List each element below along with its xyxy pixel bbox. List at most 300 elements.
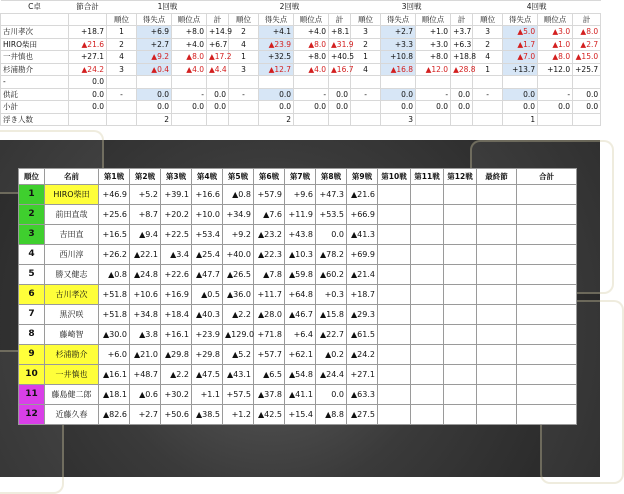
score-diff-cell: +4.1 <box>259 26 294 39</box>
game-score-cell: ▲0.8 <box>99 265 130 285</box>
game-score-cell <box>411 325 444 345</box>
game-score-cell <box>444 325 477 345</box>
game-score-cell <box>477 325 517 345</box>
standings-row <box>19 385 577 405</box>
game-score-cell: ▲3.8 <box>130 325 161 345</box>
rank-points-cell: +4.0 <box>172 38 207 51</box>
game-score-cell: ▲46.7 <box>285 305 316 325</box>
game-score-cell <box>477 245 517 265</box>
game-total-cell <box>329 76 351 89</box>
game-score-cell <box>378 385 411 405</box>
player-row <box>1 51 601 64</box>
game-score-cell <box>378 405 411 425</box>
rank-points-cell: 0.0 <box>172 101 207 114</box>
game-header: 2回戦 <box>229 1 351 14</box>
score-diff-cell: +32.5 <box>259 51 294 64</box>
score-diff-cell: ▲5.0 <box>503 26 538 39</box>
game-score-cell: ▲7.8 <box>254 265 285 285</box>
game-score-cell <box>378 285 411 305</box>
game-score-cell: ▲18.1 <box>99 385 130 405</box>
score-diff-cell: 2 <box>137 113 172 126</box>
rank-points-cell <box>416 76 451 89</box>
rank-cell: 5 <box>19 265 45 285</box>
subheader-cell: 得失点 <box>381 13 416 26</box>
rank-points-cell <box>294 113 329 126</box>
game-score-cell: +1.2 <box>223 405 254 425</box>
score-diff-cell: +13.7 <box>503 63 538 76</box>
score-diff-cell: ▲1.7 <box>503 38 538 51</box>
player-name: 前田直哉 <box>45 205 99 225</box>
game-total-cell: ▲4.4 <box>207 63 229 76</box>
player-row <box>1 88 601 101</box>
game-score-cell: +57.5 <box>223 385 254 405</box>
game-score-cell: ▲8.8 <box>316 405 347 425</box>
game-score-cell <box>517 185 577 205</box>
rank-cell <box>473 101 503 114</box>
game-score-cell: +53.4 <box>192 225 223 245</box>
game-total-cell <box>329 113 351 126</box>
game-score-cell: +6.0 <box>99 345 130 365</box>
score-diff-cell: +10.8 <box>381 51 416 64</box>
rank-cell <box>229 76 259 89</box>
rank-cell: 1 <box>351 51 381 64</box>
standings-panel <box>0 140 600 477</box>
player-row <box>1 76 601 89</box>
game-score-cell: +18.4 <box>161 305 192 325</box>
game-score-cell: ▲41.1 <box>285 385 316 405</box>
game-score-cell <box>444 205 477 225</box>
game-score-cell: ▲0.8 <box>223 185 254 205</box>
standings-header-row <box>19 169 577 185</box>
game-score-cell: ▲0.5 <box>192 285 223 305</box>
game-total-cell: 0.0 <box>329 101 351 114</box>
player-name: 勝又健志 <box>45 265 99 285</box>
subheader-cell: 順位点 <box>416 13 451 26</box>
rank-cell: 6 <box>19 285 45 305</box>
rank-points-cell <box>294 76 329 89</box>
game-score-cell: ▲26.5 <box>223 265 254 285</box>
game-score-cell <box>517 405 577 425</box>
game-score-cell: +16.1 <box>161 325 192 345</box>
player-name: 藤崎智 <box>45 325 99 345</box>
game-score-cell: ▲61.5 <box>347 325 378 345</box>
game-score-cell: +26.2 <box>99 245 130 265</box>
game-score-cell <box>378 185 411 205</box>
score-diff-cell: +2.7 <box>381 26 416 39</box>
player-row <box>1 101 601 114</box>
column-header: 第3戦 <box>161 169 192 185</box>
rank-cell: 4 <box>19 245 45 265</box>
game-score-cell: +15.4 <box>285 405 316 425</box>
rank-cell: 1 <box>229 51 259 64</box>
rank-cell: 1 <box>19 185 45 205</box>
game-score-cell: +8.7 <box>130 205 161 225</box>
game-score-cell: ▲54.8 <box>285 365 316 385</box>
game-score-cell: ▲22.3 <box>254 245 285 265</box>
game-total-cell: +18.8 <box>451 51 473 64</box>
column-header: 第10戦 <box>378 169 411 185</box>
game-score-cell: ▲40.3 <box>192 305 223 325</box>
score-diff-cell <box>381 76 416 89</box>
rank-points-cell <box>538 76 573 89</box>
game-score-cell: +11.7 <box>254 285 285 305</box>
game-score-cell: ▲60.2 <box>316 265 347 285</box>
subheader-cell: 得失点 <box>503 13 538 26</box>
standings-row <box>19 305 577 325</box>
rank-cell: 10 <box>19 365 45 385</box>
game-score-cell <box>411 225 444 245</box>
game-score-cell: 0.0 <box>316 385 347 405</box>
score-diff-cell: 0.0 <box>259 88 294 101</box>
rank-cell: - <box>351 88 381 101</box>
game-score-cell: ▲47.5 <box>192 365 223 385</box>
player-row <box>1 26 601 39</box>
rank-cell: - <box>107 88 137 101</box>
subheader-cell: 順位 <box>473 13 503 26</box>
rank-cell <box>351 101 381 114</box>
rank-cell <box>351 113 381 126</box>
game-header: 3回戦 <box>351 1 473 14</box>
game-score-cell <box>411 245 444 265</box>
game-score-cell <box>378 345 411 365</box>
score-diff-cell: 1 <box>503 113 538 126</box>
rank-points-cell <box>416 113 451 126</box>
subheader-cell: 計 <box>573 13 601 26</box>
rank-points-cell: ▲3.0 <box>538 26 573 39</box>
game-score-cell: ▲43.1 <box>223 365 254 385</box>
rank-cell <box>229 101 259 114</box>
game-score-cell: +23.9 <box>192 325 223 345</box>
rank-points-cell: - <box>294 88 329 101</box>
subheader-cell: 順位点 <box>172 13 207 26</box>
rank-points-cell: ▲4.0 <box>172 63 207 76</box>
game-total-cell: ▲31.9 <box>329 38 351 51</box>
game-score-cell: +10.0 <box>192 205 223 225</box>
rank-points-cell: ▲12.0 <box>416 63 451 76</box>
game-score-cell: ▲36.0 <box>223 285 254 305</box>
rank-cell: 2 <box>229 26 259 39</box>
score-diff-cell: 0.0 <box>503 101 538 114</box>
game-score-cell <box>477 265 517 285</box>
game-score-cell <box>378 325 411 345</box>
game-score-cell: +0.3 <box>316 285 347 305</box>
game-score-cell <box>378 265 411 285</box>
player-name: 杉浦勘介 <box>45 345 99 365</box>
game-score-cell: +9.2 <box>223 225 254 245</box>
player-name: - <box>1 76 69 89</box>
game-total-cell: +40.5 <box>329 51 351 64</box>
rank-cell <box>473 76 503 89</box>
game-total-cell: +6.7 <box>207 38 229 51</box>
rank-cell: 2 <box>19 205 45 225</box>
game-score-cell: +11.9 <box>285 205 316 225</box>
game-score-cell: +1.1 <box>192 385 223 405</box>
rank-points-cell: ▲8.0 <box>538 51 573 64</box>
rank-points-cell: +1.0 <box>416 26 451 39</box>
standings-row <box>19 205 577 225</box>
score-diff-cell: ▲7.0 <box>503 51 538 64</box>
game-score-cell <box>517 205 577 225</box>
game-header: 4回戦 <box>473 1 601 14</box>
game-score-cell <box>477 365 517 385</box>
game-total-cell <box>207 113 229 126</box>
rank-points-cell: - <box>172 88 207 101</box>
game-score-cell <box>477 185 517 205</box>
game-score-cell: +18.7 <box>347 285 378 305</box>
game-score-cell: ▲24.4 <box>316 365 347 385</box>
section-total: 0.0 <box>69 76 107 89</box>
game-score-cell: +62.1 <box>285 345 316 365</box>
column-header: 最終節 <box>477 169 517 185</box>
rank-cell <box>351 76 381 89</box>
score-diff-cell: ▲23.9 <box>259 38 294 51</box>
rank-cell <box>107 76 137 89</box>
rank-points-cell: 0.0 <box>294 101 329 114</box>
rank-cell: - <box>229 88 259 101</box>
rank-cell <box>473 113 503 126</box>
game-score-cell <box>411 205 444 225</box>
subheader-cell: 順位 <box>351 13 381 26</box>
game-score-cell: +34.8 <box>130 305 161 325</box>
game-score-cell <box>444 405 477 425</box>
score-diff-cell <box>259 76 294 89</box>
game-score-cell <box>411 385 444 405</box>
rank-cell: 4 <box>229 38 259 51</box>
game-score-cell: +51.8 <box>99 305 130 325</box>
player-name: 浮き人数 <box>1 113 69 126</box>
game-score-cell <box>477 305 517 325</box>
game-score-cell: ▲25.4 <box>192 245 223 265</box>
player-name: 供託 <box>1 88 69 101</box>
rank-cell: 3 <box>19 225 45 245</box>
game-score-cell: ▲29.8 <box>161 345 192 365</box>
game-score-cell: ▲38.5 <box>192 405 223 425</box>
game-score-cell: ▲2.2 <box>223 305 254 325</box>
game-score-cell <box>517 345 577 365</box>
column-header: 第1戦 <box>99 169 130 185</box>
game-score-cell: ▲63.3 <box>347 385 378 405</box>
column-header: 第9戦 <box>347 169 378 185</box>
game-total-cell: +3.7 <box>451 26 473 39</box>
game-score-cell <box>378 365 411 385</box>
section-total: +18.7 <box>69 26 107 39</box>
rank-cell: 7 <box>19 305 45 325</box>
game-total-cell: 0.0 <box>451 101 473 114</box>
game-score-cell: ▲129.0 <box>223 325 254 345</box>
score-diff-cell: 0.0 <box>503 88 538 101</box>
subheader-cell: 得失点 <box>259 13 294 26</box>
game-score-cell <box>444 265 477 285</box>
section-total: 0.0 <box>69 88 107 101</box>
game-score-cell: +48.7 <box>130 365 161 385</box>
game-score-cell: ▲21.0 <box>130 345 161 365</box>
game-score-cell: ▲22.7 <box>316 325 347 345</box>
score-diff-cell: 0.0 <box>381 101 416 114</box>
game-score-cell <box>517 285 577 305</box>
score-diff-cell: ▲16.8 <box>381 63 416 76</box>
subheader-cell: 順位点 <box>538 13 573 26</box>
standings-row <box>19 185 577 205</box>
game-score-cell: +53.5 <box>316 205 347 225</box>
rank-cell: 1 <box>107 26 137 39</box>
game-results-table <box>0 0 601 126</box>
game-score-cell <box>517 305 577 325</box>
game-score-cell: ▲23.2 <box>254 225 285 245</box>
rank-points-cell: +8.0 <box>294 51 329 64</box>
subheader-cell: 順位 <box>229 13 259 26</box>
game-score-cell: ▲29.3 <box>347 305 378 325</box>
game-score-cell: +10.6 <box>130 285 161 305</box>
score-diff-cell: 0.0 <box>137 101 172 114</box>
game-total-cell: 0.0 <box>573 88 601 101</box>
standings-table <box>18 168 577 425</box>
player-name: 古川孝次 <box>1 26 69 39</box>
rank-cell: 8 <box>19 325 45 345</box>
game-score-cell <box>444 285 477 305</box>
game-score-cell: +16.6 <box>192 185 223 205</box>
game-score-cell: ▲7.6 <box>254 205 285 225</box>
player-name: 吉田直 <box>45 225 99 245</box>
game-score-cell <box>378 205 411 225</box>
game-score-cell <box>411 405 444 425</box>
subheader-cell: 順位点 <box>294 13 329 26</box>
game-score-cell: +34.9 <box>223 205 254 225</box>
game-score-cell: +25.6 <box>99 205 130 225</box>
standings-row <box>19 265 577 285</box>
rank-cell <box>229 113 259 126</box>
score-diff-cell: 0.0 <box>137 88 172 101</box>
game-score-cell: ▲0.6 <box>130 385 161 405</box>
rank-points-cell <box>538 113 573 126</box>
player-name: HIRO柴田 <box>1 38 69 51</box>
game-total-cell: 0.0 <box>451 88 473 101</box>
subheader-cell: 得失点 <box>137 13 172 26</box>
game-score-cell: ▲6.5 <box>254 365 285 385</box>
rank-points-cell: ▲1.0 <box>538 38 573 51</box>
game-score-cell <box>378 225 411 245</box>
game-score-cell <box>477 385 517 405</box>
game-total-cell: ▲28.8 <box>451 63 473 76</box>
empty-cell <box>69 13 107 26</box>
score-diff-cell <box>503 76 538 89</box>
score-diff-cell: 2 <box>259 113 294 126</box>
rank-cell: 3 <box>473 26 503 39</box>
score-diff-cell: 3 <box>381 113 416 126</box>
game-total-cell: ▲8.0 <box>573 26 601 39</box>
rank-cell: 9 <box>19 345 45 365</box>
column-header: 第8戦 <box>316 169 347 185</box>
game-score-cell: +57.9 <box>254 185 285 205</box>
player-name: 一井慎也 <box>1 51 69 64</box>
game-total-cell: +25.7 <box>573 63 601 76</box>
game-score-cell: +64.8 <box>285 285 316 305</box>
player-name: 西川淳 <box>45 245 99 265</box>
column-header: 第2戦 <box>130 169 161 185</box>
game-total-cell: 0.0 <box>207 88 229 101</box>
game-score-cell <box>411 365 444 385</box>
game-total-cell: 0.0 <box>573 101 601 114</box>
game-score-cell: +66.9 <box>347 205 378 225</box>
game-score-cell: ▲37.8 <box>254 385 285 405</box>
game-score-cell <box>517 225 577 245</box>
game-score-cell <box>411 265 444 285</box>
game-score-cell: +50.6 <box>161 405 192 425</box>
score-diff-cell: ▲12.7 <box>259 63 294 76</box>
game-score-cell: +22.5 <box>161 225 192 245</box>
score-diff-cell: 0.0 <box>381 88 416 101</box>
section-total: 0.0 <box>69 101 107 114</box>
game-total-cell: ▲15.0 <box>573 51 601 64</box>
game-total-cell: 0.0 <box>207 101 229 114</box>
game-score-cell <box>444 225 477 245</box>
game-score-cell <box>517 385 577 405</box>
game-score-cell <box>411 345 444 365</box>
game-score-cell: +47.3 <box>316 185 347 205</box>
rank-points-cell: +8.0 <box>416 51 451 64</box>
game-score-cell <box>444 365 477 385</box>
rank-points-cell: +8.0 <box>172 26 207 39</box>
game-score-cell <box>477 285 517 305</box>
rank-points-cell: ▲8.0 <box>294 38 329 51</box>
game-score-cell: ▲21.4 <box>347 265 378 285</box>
subheader-cell: 計 <box>207 13 229 26</box>
rank-cell: 2 <box>107 38 137 51</box>
game-score-cell <box>477 205 517 225</box>
game-score-cell: +20.2 <box>161 205 192 225</box>
rank-cell: 3 <box>229 63 259 76</box>
game-score-cell <box>517 245 577 265</box>
game-score-cell: +39.1 <box>161 185 192 205</box>
column-header: 第4戦 <box>192 169 223 185</box>
player-name: 小計 <box>1 101 69 114</box>
game-score-cell: ▲42.5 <box>254 405 285 425</box>
score-diff-cell <box>137 76 172 89</box>
game-total-cell: 0.0 <box>329 88 351 101</box>
score-diff-cell: +2.7 <box>137 38 172 51</box>
rank-points-cell: +3.0 <box>416 38 451 51</box>
game-total-cell <box>451 113 473 126</box>
score-diff-cell: ▲0.4 <box>137 63 172 76</box>
game-score-cell: +69.9 <box>347 245 378 265</box>
rank-points-cell: +4.0 <box>294 26 329 39</box>
game-score-cell <box>517 325 577 345</box>
game-score-cell: +57.7 <box>254 345 285 365</box>
subheader-cell: 順位 <box>107 13 137 26</box>
game-score-cell: +51.8 <box>99 285 130 305</box>
rank-cell: 4 <box>107 51 137 64</box>
game-score-cell <box>444 305 477 325</box>
player-name: 古川孝次 <box>45 285 99 305</box>
game-score-cell: +6.4 <box>285 325 316 345</box>
rank-points-cell <box>172 76 207 89</box>
standings-row <box>19 325 577 345</box>
game-score-cell <box>477 405 517 425</box>
game-score-cell: +5.2 <box>130 185 161 205</box>
rank-cell: 3 <box>351 26 381 39</box>
game-total-cell <box>573 113 601 126</box>
player-name: 藤島健二郎 <box>45 385 99 405</box>
game-score-cell <box>517 365 577 385</box>
rank-points-cell: ▲8.0 <box>172 51 207 64</box>
game-score-cell <box>378 305 411 325</box>
section-total: ▲21.6 <box>69 38 107 51</box>
game-total-cell: ▲17.2 <box>207 51 229 64</box>
rank-cell: 2 <box>473 38 503 51</box>
rank-cell <box>107 101 137 114</box>
score-diff-cell: ▲9.2 <box>137 51 172 64</box>
game-score-cell: +30.2 <box>161 385 192 405</box>
game-header: 1回戦 <box>107 1 229 14</box>
